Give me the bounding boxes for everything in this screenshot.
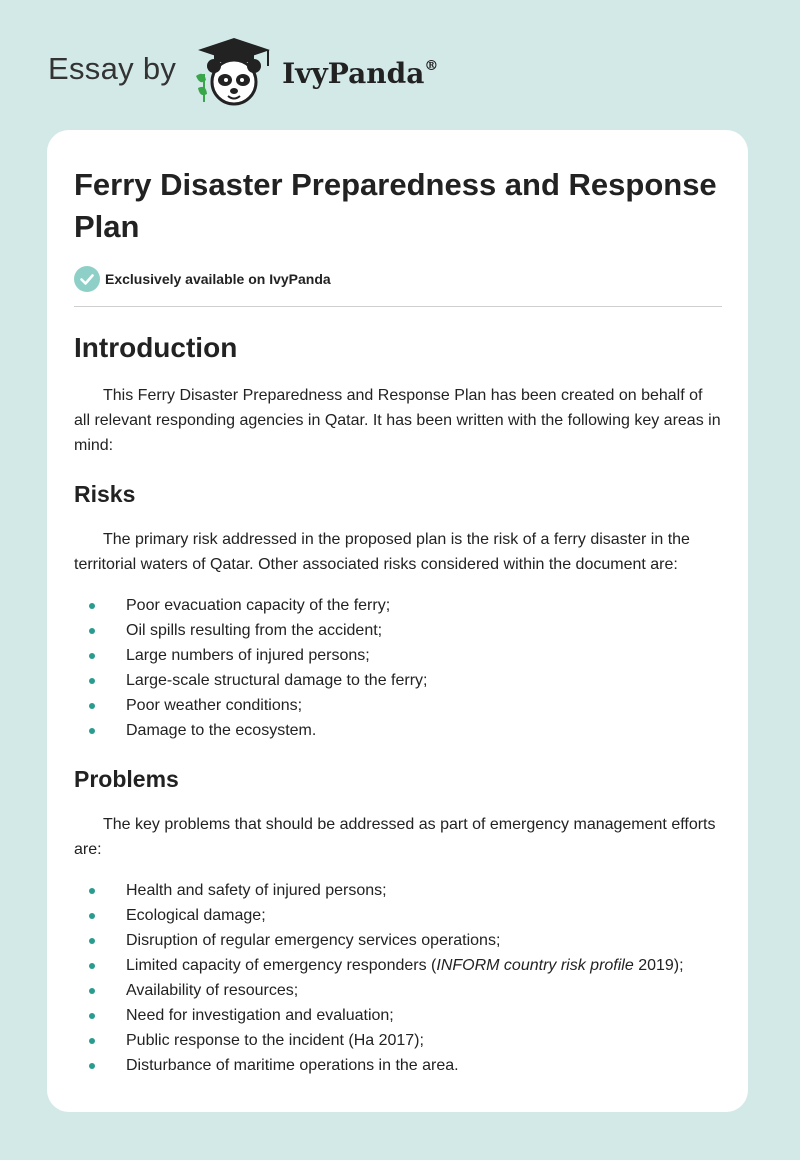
list-item: Need for investigation and evaluation; xyxy=(74,1003,722,1028)
risks-list xyxy=(74,593,722,743)
document-card xyxy=(47,130,748,1112)
list-item: Oil spills resulting from the accident; xyxy=(74,618,722,643)
list-item: Disruption of regular emergency services operations; xyxy=(74,928,722,953)
list-item: Limited capacity of emergency responders (INFORM country risk profile 2019); xyxy=(74,953,722,978)
citation-title: INFORM country risk profile xyxy=(436,957,634,974)
list-item: Poor evacuation capacity of the ferry; xyxy=(74,593,722,618)
exclusive-badge-label: Exclusively available on IvyPanda xyxy=(105,271,331,287)
list-item: Large-scale structural damage to the ferry; xyxy=(74,668,722,693)
panda-logo-icon[interactable] xyxy=(190,36,276,108)
risks-paragraph: The primary risk addressed in the proposed plan is the risk of a ferry disaster in the territorial waters of Qatar. Other associated risks considered within the document are: xyxy=(74,531,690,573)
list-item: Disturbance of maritime operations in the area. xyxy=(74,1053,722,1078)
list-item: Health and safety of injured persons; xyxy=(74,878,722,903)
problems-paragraph: The key problems that should be addressed as part of emergency management efforts are: xyxy=(74,816,716,858)
brand-name: IvyPanda® xyxy=(282,56,439,90)
list-item: Ecological damage; xyxy=(74,903,722,928)
brand-prefix: Essay by xyxy=(48,51,177,86)
page-title: Ferry Disaster Preparedness and Response Plan xyxy=(74,167,717,244)
section-heading-risks: Risks xyxy=(74,481,136,507)
list-item: Public response to the incident (Ha 2017); xyxy=(74,1028,722,1053)
section-heading-problems: Problems xyxy=(74,766,179,792)
problems-list xyxy=(74,878,722,1078)
section-heading-introduction: Introduction xyxy=(74,332,238,363)
list-item: Large numbers of injured persons; xyxy=(74,643,722,668)
introduction-paragraph: This Ferry Disaster Preparedness and Response Plan has been created on behalf of all relevant responding agencies in Qatar. It has been written with the following key areas in mind: xyxy=(74,387,721,454)
checkmark-icon xyxy=(74,266,100,292)
title-divider xyxy=(74,306,722,307)
list-item: Damage to the ecosystem. xyxy=(74,718,722,743)
exclusive-badge xyxy=(74,266,722,292)
list-item: Poor weather conditions; xyxy=(74,693,722,718)
brand-header xyxy=(48,36,438,108)
list-item: Availability of resources; xyxy=(74,978,722,1003)
